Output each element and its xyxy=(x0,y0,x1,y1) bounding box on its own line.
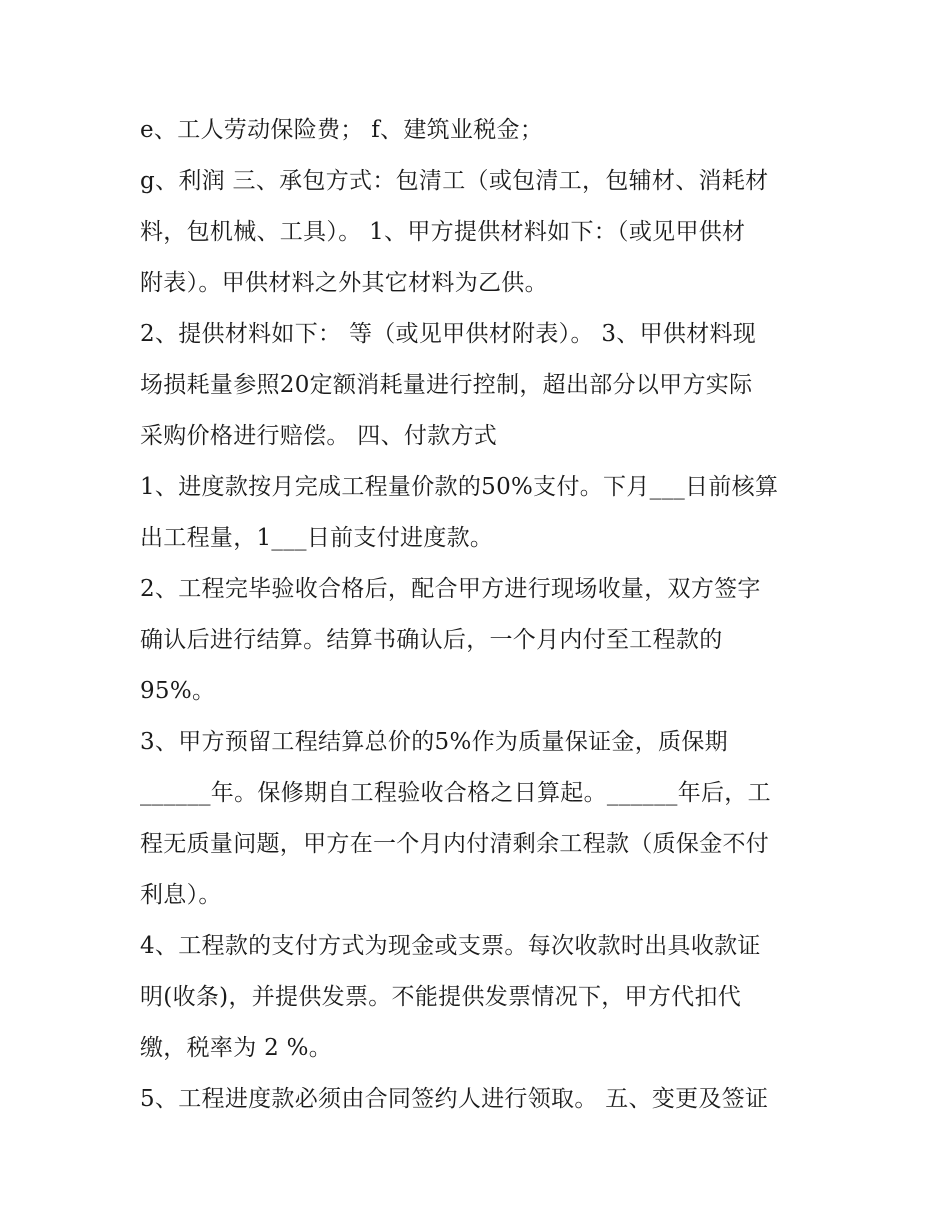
text-line: 2、工程完毕验收合格后，配合甲方进行现场收量，双方签字 xyxy=(140,576,761,602)
text-line: 确认后进行结算。结算书确认后，一个月内付至工程款的 xyxy=(140,627,723,653)
text-line: 95%。 xyxy=(140,678,216,704)
text-line: 缴，税率为 2 %。 xyxy=(140,1035,333,1061)
text-line: 附表）。甲供材料之外其它材料为乙供。 xyxy=(140,270,548,296)
text-line: 明(收条)，并提供发票。不能提供发票情况下，甲方代扣代 xyxy=(140,984,742,1010)
text-line: 3、甲方预留工程结算总价的5%作为质量保证金，质保期 xyxy=(140,729,728,755)
text-line: e、工人劳动保险费； f、建筑业税金； xyxy=(140,117,544,143)
text-line: 采购价格进行赔偿。 四、付款方式 xyxy=(140,423,498,449)
text-line: 利息）。 xyxy=(140,882,222,908)
text-line: 1、进度款按月完成工程量价款的50%支付。下月___日前核算 xyxy=(140,474,779,500)
text-line: ______年。保修期自工程验收合格之日算起。______年后，工 xyxy=(140,780,771,806)
text-line: 5、工程进度款必须由合同签约人进行领取。 五、变更及签证 xyxy=(140,1086,769,1112)
text-line: 料，包机械、工具）。 1、甲方提供材料如下：（或见甲供材 xyxy=(140,219,746,245)
text-line: 4、工程款的支付方式为现金或支票。每次收款时出具收款证 xyxy=(140,933,761,959)
text-line: 2、提供材料如下： 等（或见甲供材附表）。 3、甲供材料现 xyxy=(140,321,757,347)
contract-text xyxy=(140,105,815,1125)
text-line: g、利润 三、承包方式：包清工（或包清工，包辅材、消耗材 xyxy=(140,168,769,194)
text-line: 出工程量，1___日前支付进度款。 xyxy=(140,525,494,551)
text-line: 场损耗量参照20定额消耗量进行控制，超出部分以甲方实际 xyxy=(140,372,753,398)
text-line: 程无质量问题，甲方在一个月内付清剩余工程款（质保金不付 xyxy=(140,831,770,857)
